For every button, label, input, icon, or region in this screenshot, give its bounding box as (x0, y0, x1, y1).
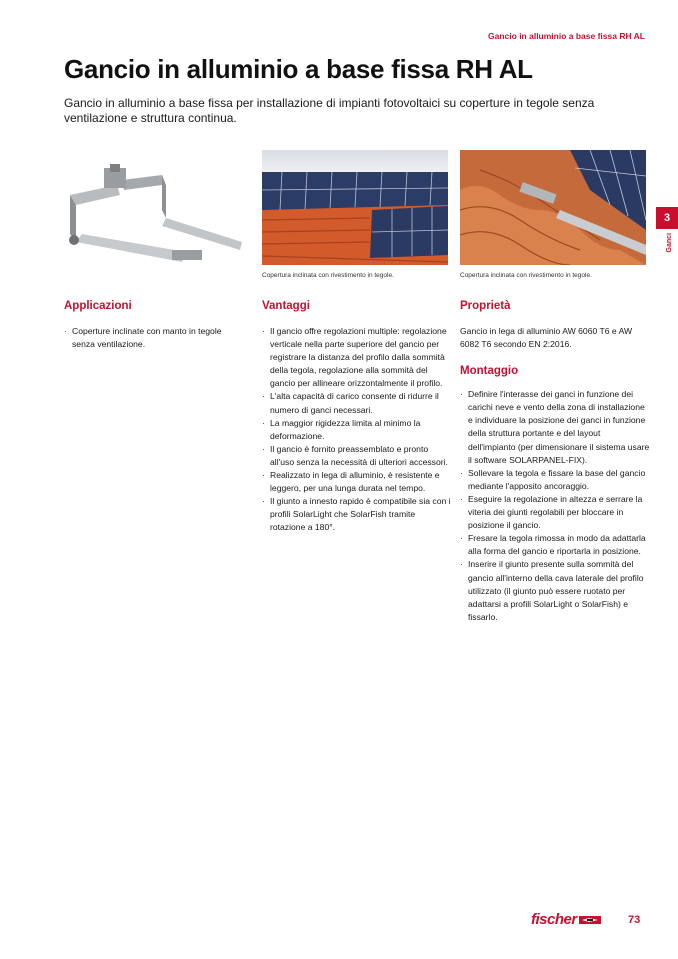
list-item: · Il giunto a innesto rapido è compatibile sia con i profili SolarLight che SolarFish tramite rotazione a 180°. (262, 495, 452, 534)
proprieta-text: Gancio in lega di alluminio AW 6060 T6 e AW 6082 T6 secondo EN 2:2016. (460, 326, 633, 350)
page-number: 73 (628, 914, 641, 926)
chapter-tab-label: Ganci (666, 233, 673, 253)
list-item: · Realizzato in lega di alluminio, è resistente e leggero, per una lunga durata nel tempo. (262, 469, 452, 495)
brand-logo-icon (579, 915, 601, 925)
roof-photo-1 (262, 150, 448, 265)
image-caption-2: Copertura inclinata con rivestimento in tegole. (262, 272, 394, 279)
image-caption-3: Copertura inclinata con rivestimento in tegole. (460, 272, 592, 279)
roof-photo-2 (460, 150, 646, 265)
applicazioni-section (64, 300, 244, 351)
list-item: · Il gancio è fornito preassemblato e pronto all'uso senza la necessità di ulteriori accessori. (262, 443, 452, 469)
proprieta-section (460, 300, 650, 624)
vantaggi-heading: Vantaggi (262, 300, 310, 312)
proprieta-heading: Proprietà (460, 300, 511, 312)
list-item: · Eseguire la regolazione in altezza e serrare la viteria dei giunti regolabili per bloccare in posizione il gancio. (460, 493, 650, 532)
fischer-logo (531, 911, 601, 928)
list-item: · Fresare la tegola rimossa in modo da adattarla alla forma del gancio e riportarla in posizione. (460, 532, 650, 558)
product-image-hook (62, 150, 248, 265)
page-title: Gancio in alluminio a base fissa RH AL (64, 54, 533, 84)
section-header-label: Gancio in alluminio a base fissa RH AL (488, 31, 645, 41)
chapter-tab[interactable]: 3 (656, 207, 678, 229)
applicazioni-heading: Applicazioni (64, 300, 132, 312)
brand-name: fischer (531, 911, 577, 928)
list-item: · L'alta capacità di carico consente di ridurre il numero di ganci necessari. (262, 390, 452, 416)
list-item: · Definire l'interasse dei ganci in funzione dei carichi neve e vento della zona di installazione e individuare la posizione dei ganci in funzione della struttura portante e del layout dell'impianto (per dimensionare il sistema usare il software SOLARPANEL-FIX). (460, 388, 650, 467)
list-item: · Inserire il giunto presente sulla sommità del gancio all'interno della cava laterale del profilo utilizzato (il giunto può essere ruotato per adattarsi a profili SolarLight o SolarFish) e fissarlo. (460, 558, 650, 623)
list-item: · Coperture inclinate con manto in tegole senza ventilazione. (64, 325, 244, 351)
vantaggi-section (262, 300, 452, 535)
list-item: · Sollevare la tegola e fissare la base del gancio mediante l'apposito ancoraggio. (460, 467, 650, 493)
page-subtitle: Gancio in alluminio a base fissa per installazione di impianti fotovoltaici su coperture in tegole senza ventilazione e struttura continua. (64, 96, 595, 125)
montaggio-heading: Montaggio (460, 365, 519, 378)
list-item: · Il gancio offre regolazioni multiple: regolazione verticale nella parte superiore del gancio per registrare la distanza del profilo dalla sommità della tegola, regolazione alla sommità del gancio per allineare orizzontalmente il profilo. (262, 325, 452, 390)
list-item: · La maggior rigidezza limita al minimo la deformazione. (262, 417, 452, 443)
